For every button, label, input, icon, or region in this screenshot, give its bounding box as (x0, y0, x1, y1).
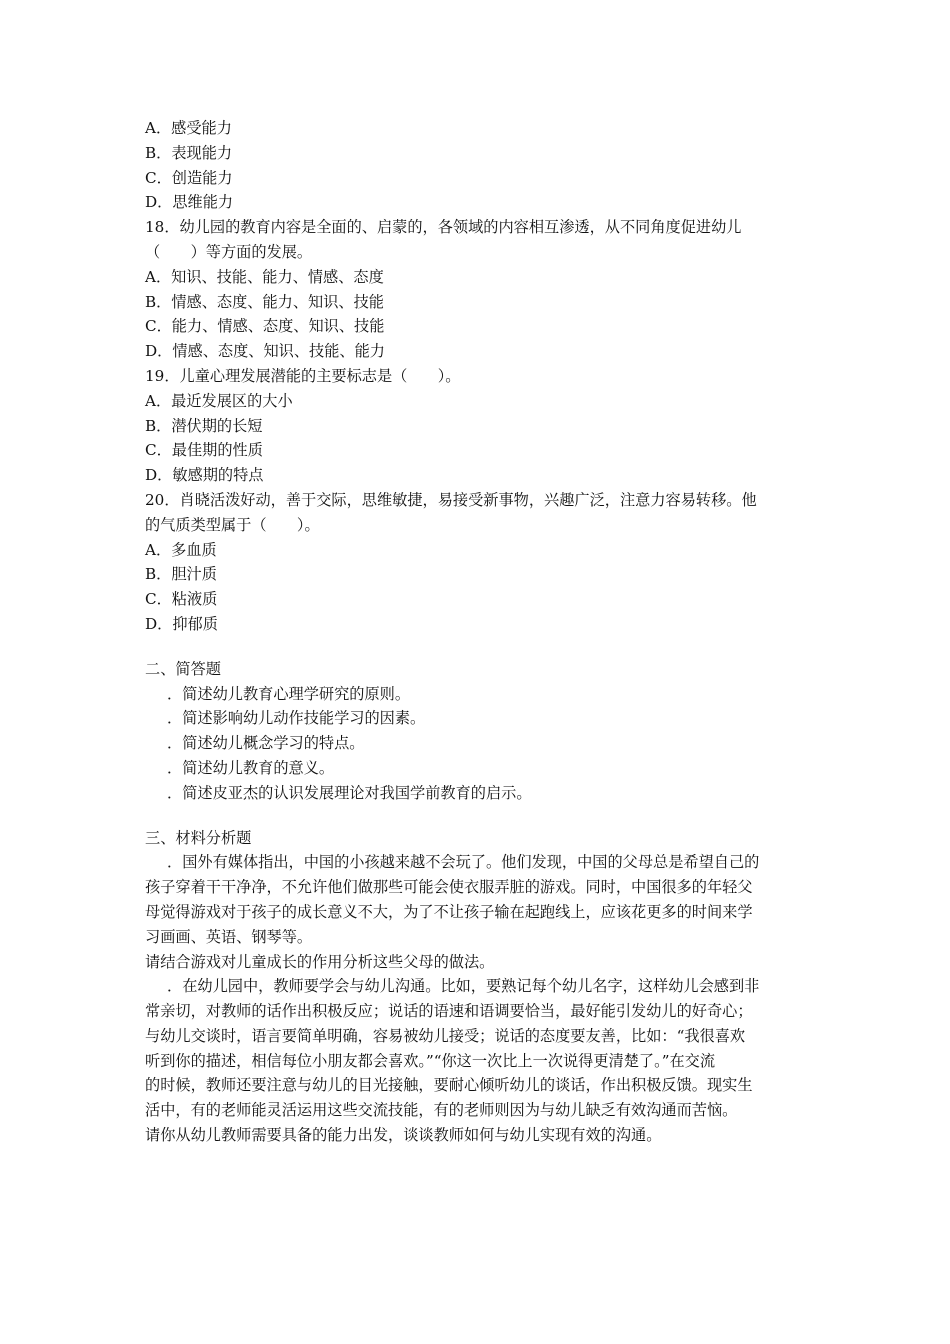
q20-stem-line1: 20．肖晓活泼好动，善于交际，思维敏捷，易接受新事物，兴趣广泛，注意力容易转移。他 (145, 490, 757, 509)
q19-option-c: C．最佳期的性质 (145, 441, 263, 460)
q17-option-d: D．思维能力 (145, 193, 234, 212)
short-answer-item-2-text: ．简述影响幼儿动作技能学习的因素。 (167, 709, 426, 728)
short-answer-item-5-text: ．简述皮亚杰的认识发展理论对我国学前教育的启示。 (167, 783, 532, 802)
short-answer-item-3-text: ．简述幼儿概念学习的特点。 (167, 734, 365, 753)
material-item2-line-5: 的时候，教师还要注意与幼儿的目光接触，要耐心倾听幼儿的谈话，作出积极反馈。现实生 (145, 1076, 753, 1095)
material-item1-line-3: 母觉得游戏对于孩子的成长意义不大，为了不让孩子输在起跑线上，应该花更多的时间来学 (145, 902, 753, 921)
q17-option-c: C．创造能力 (145, 168, 233, 187)
q20-option-c: C．粘液质 (145, 590, 218, 609)
short-answer-heading: 二、简答题 (145, 659, 221, 678)
short-answer-item-4-text: ．简述幼儿教育的意义。 (167, 758, 335, 777)
material-item2-line-6: 活中，有的老师能灵活运用这些交流技能，有的老师则因为与幼儿缺乏有效沟通而苦恼。 (145, 1101, 738, 1120)
material-item1-line-2: 孩子穿着干干净净，不允许他们做那些可能会使衣服弄脏的游戏。同时，中国很多的年轻父 (145, 878, 753, 897)
q18-option-c: C．能力、情感、态度、知识、技能 (145, 317, 385, 336)
material-item1-line-4: 习画画、英语、钢琴等。 (145, 927, 313, 946)
material-item1-question: 请结合游戏对儿童成长的作用分析这些父母的做法。 (145, 952, 495, 971)
q17-option-b: B．表现能力 (145, 143, 233, 162)
section-gap (145, 637, 810, 657)
q18-stem-line1: 18．幼儿园的教育内容是全面的、启蒙的，各领域的内容相互渗透，从不同角度促进幼儿 (145, 218, 742, 237)
page-content (145, 116, 810, 1148)
q20-stem-line2: 的气质类型属于（ ）。 (145, 515, 320, 534)
short-answer-item-3 (145, 731, 810, 756)
q18-option-a: A．知识、技能、能力、情感、态度 (145, 267, 384, 286)
q20-option-a: A．多血质 (145, 540, 217, 559)
q19-stem: 19．儿童心理发展潜能的主要标志是（ ）。 (145, 366, 461, 385)
material-item2-line-1-text: ．在幼儿园中，教师要学会与幼儿沟通。比如，要熟记每个幼儿名字，这样幼儿会感到非 (167, 977, 760, 996)
material-item2-line-2: 常亲切，对教师的话作出积极反应；说话的语速和语调要恰当，最好能引发幼儿的好奇心； (145, 1002, 753, 1021)
material-item2-question: 请你从幼儿教师需要具备的能力出发，谈谈教师如何与幼儿实现有效的沟通。 (145, 1126, 662, 1145)
material-item2-line-4: 听到你的描述，相信每位小朋友都会喜欢。”“你这一次比上一次说得更清楚了。”在交流 (145, 1051, 716, 1070)
q19-option-a: A．最近发展区的大小 (145, 391, 293, 410)
material-analysis-heading: 三、材料分析题 (145, 828, 252, 847)
material-item1-line-1 (145, 850, 810, 875)
q17-option-a: A．感受能力 (145, 119, 232, 137)
material-item1-line-1-text: ．国外有媒体指出，中国的小孩越来越不会玩了。他们发现，中国的父母总是希望自己的 (167, 853, 760, 872)
material-item2-line-1 (145, 974, 810, 999)
section-gap (145, 806, 810, 826)
short-answer-item-1 (145, 682, 810, 707)
short-answer-item-1-text: ．简述幼儿教育心理学研究的原则。 (167, 684, 410, 703)
q20-option-b: B．胆汁质 (145, 565, 217, 584)
q18-stem-line2: （ ）等方面的发展。 (145, 242, 313, 261)
q20-option-d: D．抑郁质 (145, 614, 218, 633)
short-answer-item-4 (145, 756, 810, 781)
short-answer-item-2 (145, 706, 810, 731)
q18-option-d: D．情感、态度、知识、技能、能力 (145, 342, 385, 361)
q19-option-d: D．敏感期的特点 (145, 466, 264, 485)
q18-option-b: B．情感、态度、能力、知识、技能 (145, 292, 384, 311)
q19-option-b: B．潜伏期的长短 (145, 416, 263, 435)
short-answer-item-5 (145, 781, 810, 806)
material-item2-line-3: 与幼儿交谈时，语言要简单明确，容易被幼儿接受；说话的态度要友善，比如：“我很喜欢 (145, 1026, 746, 1045)
